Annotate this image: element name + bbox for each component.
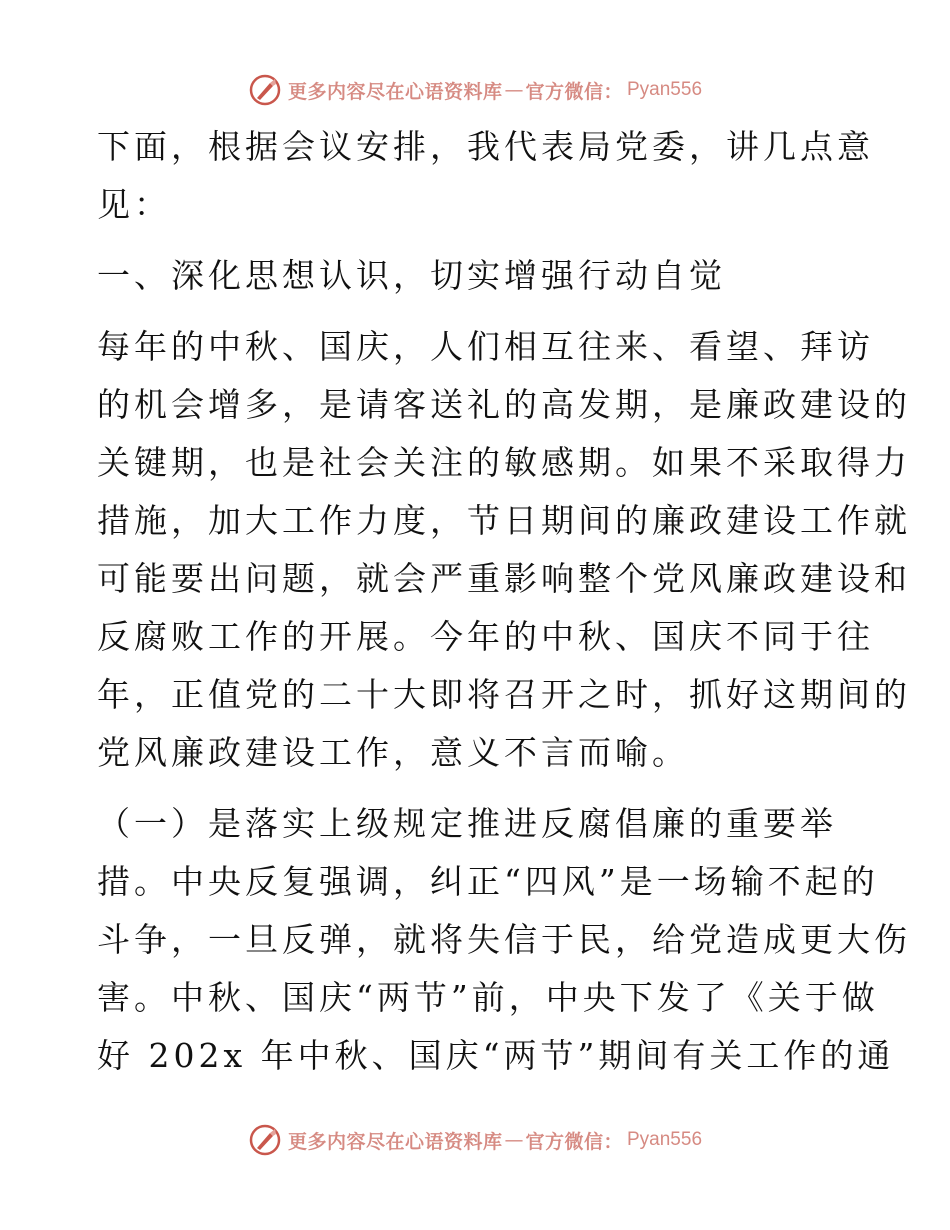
text-line: 党风廉政建设工作，意义不言而喻。 — [97, 733, 689, 772]
text-line: 下面，根据会议安排，我代表局党委，讲几点意 — [97, 127, 874, 166]
section-heading: 一、深化思想认识，切实增强行动自觉 — [97, 256, 726, 295]
intro-paragraph — [97, 118, 874, 234]
watermark-separator: — — [504, 1129, 524, 1151]
watermark-text: 更多内容尽在心语资料库 — [287, 1130, 503, 1153]
text-line: 每年的中秋、国庆，人们相互往来、看望、拜访 — [97, 327, 874, 366]
quill-logo-icon — [248, 1123, 282, 1157]
text-line: 斗争，一旦反弹，就将失信于民，给党造成更大伤 — [97, 920, 911, 959]
watermark-label: 官方微信： — [525, 1130, 623, 1153]
text-line: 见： — [97, 185, 171, 224]
text-line: 关键期，也是社会关注的敏感期。如果不采取得力 — [97, 443, 911, 482]
watermark-wechat-id: Pyan556 — [627, 1129, 703, 1150]
text-line: 年，正值党的二十大即将召开之时，抓好这期间的 — [97, 675, 911, 714]
text-line: 措。中央反复强调，纠正“四风”是一场输不起的 — [97, 862, 879, 901]
footer-watermark — [0, 1120, 950, 1160]
body-paragraph-1 — [97, 318, 911, 782]
watermark-text: 更多内容尽在心语资料库 — [287, 80, 503, 103]
text-line: 害。中秋、国庆“两节”前，中央下发了《关于做 — [97, 978, 879, 1017]
watermark-label: 官方微信： — [525, 80, 623, 103]
text-line: 好 202x 年中秋、国庆“两节”期间有关工作的通 — [97, 1036, 895, 1075]
text-line: 可能要出问题，就会严重影响整个党风廉政建设和 — [97, 559, 911, 598]
watermark-wechat-id: Pyan556 — [627, 79, 703, 100]
quill-logo-icon — [248, 73, 282, 107]
body-paragraph-2 — [97, 795, 911, 1085]
text-line: 措施，加大工作力度，节日期间的廉政建设工作就 — [97, 501, 911, 540]
text-line: 的机会增多，是请客送礼的高发期，是廉政建设的 — [97, 385, 911, 424]
text-line: （一）是落实上级规定推进反腐倡廉的重要举 — [97, 804, 837, 843]
watermark-separator: — — [504, 79, 524, 101]
header-watermark — [0, 70, 950, 110]
document-body — [97, 118, 911, 1098]
text-line: 反腐败工作的开展。今年的中秋、国庆不同于往 — [97, 617, 874, 656]
